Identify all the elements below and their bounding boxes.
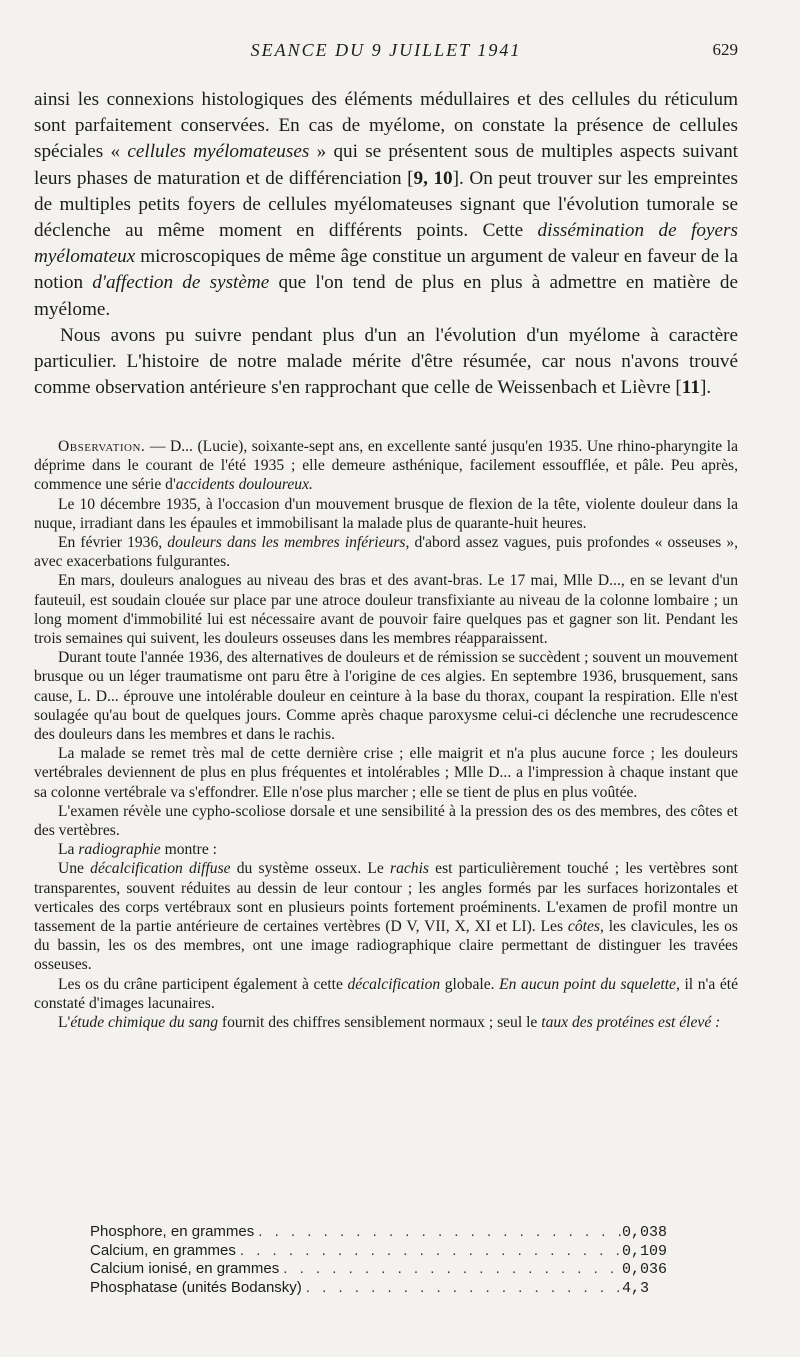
observation-paragraph: Durant toute l'année 1936, des alternatives de douleurs et de rémission se succèdent ; souvent un mouvement brusque ou un léger traumatisme ont paru être à l'origine de ces algies. En septembre 1936, brusquement, sans cause, L. D... éprouve une intolérable douleur en ceinture à la base du thorax, coupant la respiration. Elle n'est soulagée qu'au bout de quelques jours. Comme après chaque paroxysme celui-ci déclenche une recrudescence des douleurs dans les membres et dans le rachis. <box>34 649 738 744</box>
observation-paragraph: En mars, douleurs analogues au niveau des bras et des avant-bras. Le 17 mai, Mlle D..., en se levant d'un fauteuil, est soudain clouée sur place par une atroce douleur transfixiante au niveau de la colonne lombaire ; un long moment d'immobilité lui est nécessaire avant de pouvoir faire quelques pas et gagner son lit. Pendant les trois semaines qui suivent, les douleurs osseuses dans les membres réapparaissent. <box>34 572 738 648</box>
observation-paragraph: Observation. — D... (Lucie), soixante-sept ans, en excellente santé jusqu'en 1935. Une rhino-pharyngite la déprime dans le courant de l'été 1935 ; elle demeure asthénique, facilement essoufflée, et pâle. Peu après, commence une série d'accidents douloureux. <box>34 438 738 494</box>
page-number: 629 <box>712 40 738 59</box>
row-value: 0,038 <box>622 1224 668 1241</box>
leader-dots <box>302 1279 622 1297</box>
intro-paragraph-2: Nous avons pu suivre pendant plus d'un an l'évolution d'un myélome à caractère particulier. L'histoire de notre malade mérite d'être résumée, car nous n'avons trouvé comme observation antérieure s'en rapprochant que celle de Weissenbach et Lièvre [11]. <box>34 324 738 399</box>
observation-paragraph: Une décalcification diffuse du système osseux. Le rachis est particulièrement touché ; les vertèbres sont transparentes, souvent réduites au dessin de leur contour ; les angles formés par les surfaces horizontales et verticales des corps vertébraux sont en plusieurs points fortement proéminents. L'examen de profil montre un tassement de la partie antérieure de certaines vertèbres (D V, VII, X, XI et LI). Les côtes, les clavicules, les os du bassin, les os des membres, ont une image radiographique claire permettant de distinguer les travées osseuses. <box>34 860 738 974</box>
table-row <box>90 1223 670 1242</box>
page-header <box>34 40 738 70</box>
table-row <box>90 1260 670 1279</box>
intro-paragraph-1: ainsi les connexions histologiques des éléments médullaires et des cellules du réticulum sont parfaitement conservées. En cas de myélome, on constate la présence de cellules spéciales « cellules myélomateuses » qui se présentent sous de multiples aspects suivant leurs phases de maturation et de différenciation [9, 10]. On peut trouver sur les empreintes de multiples petits foyers de cellules myélomateuses signant que l'évolution tumorale se déclenche au même moment en différents points. Cette dissémination de foyers myélomateux microscopiques de même âge constitue un argument de valeur en faveur de la notion d'affection de système que l'on tend de plus en plus à admettre en matière de myélome. <box>34 89 738 320</box>
row-label: Phosphatase (unités Bodansky) <box>90 1278 302 1296</box>
observation-paragraph: Le 10 décembre 1935, à l'occasion d'un mouvement brusque de flexion de la tête, violente douleur dans la nuque, irradiant dans les épaules et immobilisant la malade plus de quarante-huit heures. <box>34 495 738 532</box>
observation-paragraph: La malade se remet très mal de cette dernière crise ; elle maigrit et n'a plus aucune force ; les douleurs vertébrales deviennent de plus en plus fréquentes et intolérables ; Mlle D... a l'impression à chaque instant que sa colonne vertébrale va s'effondrer. Elle n'ose plus marcher ; elle se tient de plus en plus voûtée. <box>34 745 738 801</box>
observation-paragraph: En février 1936, douleurs dans les membres inférieurs, d'abord assez vagues, puis profondes « osseuses », avec exacerbations fulgurantes. <box>34 534 739 571</box>
observation-paragraph: La radiographie montre : <box>58 841 217 859</box>
row-label: Calcium ionisé, en grammes <box>90 1260 280 1277</box>
observation-paragraph: Les os du crâne participent également à cette décalcification globale. En aucun point du squelette, il n'a été constaté d'images lacunaires. <box>34 975 738 1012</box>
leader-dots <box>279 1260 622 1278</box>
table-row <box>90 1242 670 1261</box>
row-value: 0,109 <box>622 1242 668 1260</box>
observation-section <box>34 437 738 1032</box>
row-label: Calcium, en grammes <box>90 1241 236 1259</box>
row-value: 0,036 <box>622 1261 668 1278</box>
observation-paragraph: L'examen révèle une cypho-scoliose dorsale et une sensibilité à la pression des os des membres, des côtes et des vertèbres. <box>34 802 738 840</box>
running-title: SEANCE DU 9 JUILLET 1941 <box>250 40 522 60</box>
row-value: 4,3 <box>622 1279 650 1297</box>
leader-dots <box>254 1223 622 1241</box>
leader-dots <box>236 1242 622 1260</box>
observation-label: Observation. <box>58 438 146 455</box>
observation-paragraph: L'étude chimique du sang fournit des chiffres sensiblement normaux ; seul le taux des protéines est élevé : <box>58 1014 721 1032</box>
blood-chemistry-table <box>90 1223 670 1297</box>
intro-text <box>34 87 738 401</box>
table-row <box>90 1279 670 1298</box>
row-label: Phosphore, en grammes <box>90 1223 255 1240</box>
